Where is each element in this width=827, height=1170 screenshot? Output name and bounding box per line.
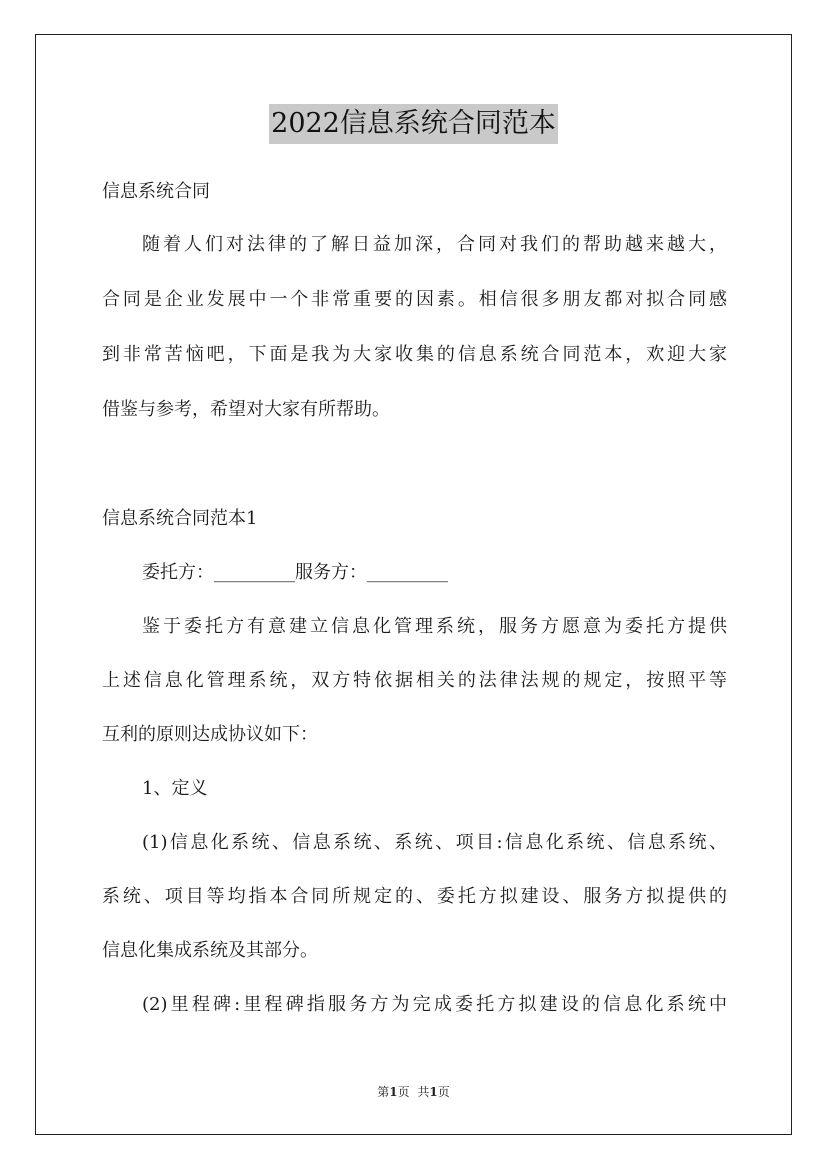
paragraph-line: 合同是企业发展中一个非常重要的因素。相信很多朋友都对拟合同感 — [102, 289, 727, 310]
paragraph-line: 鉴于委托方有意建立信息化管理系统，服务方愿意为委托方提供 — [142, 616, 727, 637]
paragraph-line: (1)信息化系统、信息系统、系统、项目:信息化系统、信息系统、 — [142, 832, 727, 853]
heading-text: 信息系统合同 — [102, 181, 210, 202]
paragraph-line: 上述信息化管理系统，双方特依据相关的法律法规的规定，按照平等 — [102, 670, 727, 691]
total-label-prefix: 共 — [417, 1085, 430, 1099]
document-title: 2022信息系统合同范本 — [269, 104, 558, 144]
paragraph-line: 借鉴与参考，希望对大家有所帮助。 — [102, 399, 390, 420]
paragraph-line: 互利的原则达成协议如下： — [102, 724, 318, 745]
paragraph-line: 到非常苦恼吧，下面是我为大家收集的信息系统合同范本，欢迎大家 — [102, 344, 727, 365]
heading-contract — [102, 176, 727, 208]
heading-text: 信息系统合同范本1 — [102, 508, 258, 529]
section-heading: 1、定义 — [142, 778, 208, 799]
title-container — [0, 104, 827, 144]
definition-1 — [102, 827, 727, 967]
definition-2 — [102, 989, 727, 1021]
paragraph-line: 系统、项目等均指本合同所规定的、委托方拟建设、服务方拟提供的 — [102, 886, 727, 907]
section-definitions — [102, 773, 727, 805]
page-footer — [0, 1083, 827, 1100]
total-pages: 1 — [429, 1085, 438, 1099]
page-label-prefix: 第 — [377, 1085, 390, 1099]
heading-sample-1 — [102, 503, 727, 535]
intro-paragraph — [102, 229, 727, 426]
total-label-suffix: 页 — [437, 1085, 450, 1099]
paragraph-line: 随着人们对法律的了解日益加深，合同对我们的帮助越来越大， — [142, 234, 727, 255]
paragraph-line: (2)里程碑:里程碑指服务方为完成委托方拟建设的信息化系统中 — [142, 994, 727, 1015]
page-number: 1 — [389, 1085, 398, 1099]
parties-line — [102, 557, 727, 589]
recital-paragraph — [102, 611, 727, 751]
paragraph-line: 信息化集成系统及其部分。 — [102, 940, 318, 961]
page-label-suffix: 页 — [397, 1085, 410, 1099]
parties-text: 委托方：_________服务方：_________ — [142, 562, 448, 583]
